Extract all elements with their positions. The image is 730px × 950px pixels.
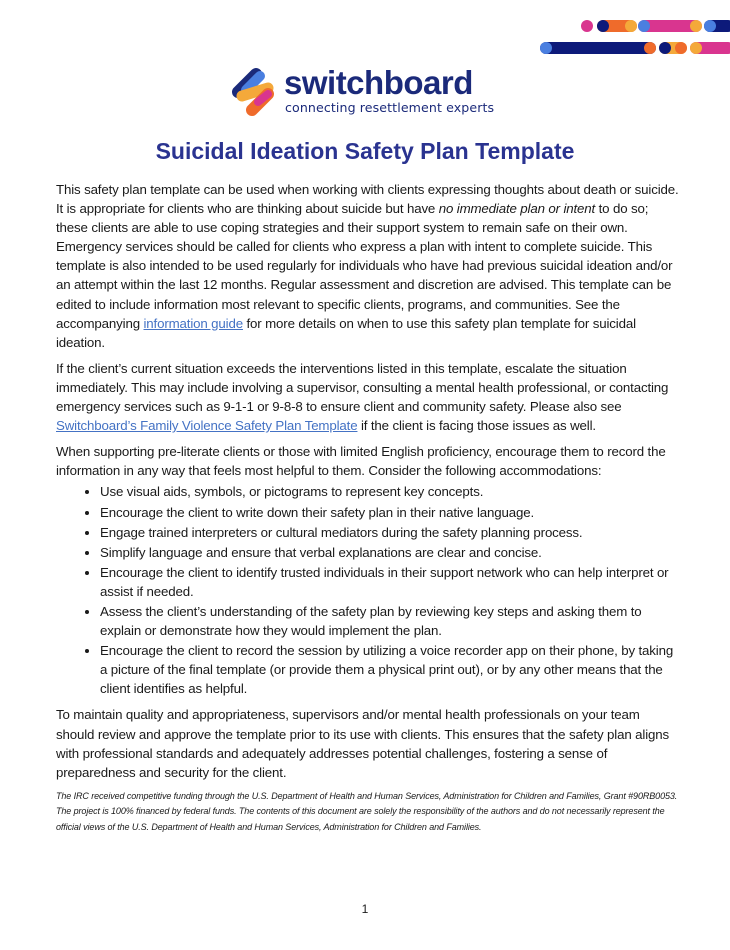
family-violence-template-link[interactable]: Switchboard’s Family Violence Safety Plan Template [56, 418, 358, 434]
accommodations-list [56, 482, 681, 698]
document-body [56, 180, 681, 835]
page-number: 1 [361, 902, 369, 916]
deco-dot [540, 42, 552, 54]
deco-dot [659, 42, 671, 54]
deco-dot [704, 20, 716, 32]
deco-dot [581, 20, 593, 32]
funding-disclaimer: The IRC received competitive funding through the U.S. Department of Health and Human Services, Administration for Children and Families, Grant #90RB0053. The project is 100% financed by federal funds. The contents of this document are solely the responsibility of the authors and do not necessarily represent the official views of the U.S. Department of Health and Human Services, Administration for Children and Families. [56, 790, 678, 832]
deco-dot [675, 42, 687, 54]
intro-paragraph [56, 180, 681, 352]
deco-dot [690, 42, 702, 54]
emphasis-text: no immediate plan or intent [438, 201, 596, 217]
text: if the client is facing those issues as well. [357, 418, 596, 434]
logo-wordmark: switchboard [284, 64, 473, 101]
deco-dot [644, 42, 656, 54]
list-item: • Simplify language and ensure that verbal explanations are clear and concise. [100, 543, 681, 562]
deco-pill [540, 42, 656, 54]
list-item: • Engage trained interpreters or cultural mediators during the safety planning process. [100, 523, 681, 542]
review-paragraph: To maintain quality and appropriateness, supervisors and/or mental health professionals on your team should review and approve the template prior to its use with clients. This ensures that the safety plan aligns with professional standards and adequately addresses potential challenges, fostering a sense of preparedness and security for the client. [56, 707, 669, 780]
list-item: • Encourage the client to record the session by utilizing a voice recorder app on their phone, by taking a picture of the final template (or provide them a physical print out), or by any other means that the client identifies as helpful. [100, 641, 681, 698]
page-title: Suicidal Ideation Safety Plan Template [155, 138, 575, 164]
text: for more details on when to use this safety plan template for suicidal ideation. [56, 315, 636, 350]
switchboard-logo [228, 64, 495, 122]
list-item: • Use visual aids, symbols, or pictograms to represent key concepts. [100, 482, 681, 501]
accommodations-intro: When supporting pre-literate clients or those with limited English proficiency, encourage them to record the information in any way that feels most helpful to them. Consider the following accommodations: [56, 444, 666, 479]
deco-dot [625, 20, 637, 32]
logo-tagline: connecting resettlement experts [285, 100, 495, 115]
switchboard-logo-icon [228, 64, 280, 120]
list-item: • Assess the client’s understanding of the safety plan by reviewing key steps and asking them to explain or demonstrate how they would implement the plan. [100, 602, 681, 640]
decorative-dot-bars [0, 0, 730, 60]
deco-dot [597, 20, 609, 32]
deco-dot [690, 20, 702, 32]
text: This safety plan template can be used when working with clients expressing thoughts about death or suicide. It is appropriate for clients who are thinking about suicide but have [56, 182, 679, 217]
list-item: • Encourage the client to write down their safety plan in their native language. [100, 503, 681, 522]
information-guide-link[interactable]: information guide [143, 315, 243, 331]
text: to do so; these clients are able to use coping strategies and their support system to remain safe on their own. Emergency services should be called for clients who express a plan with intent to complete suicide. This template is also intended to be used regularly for individuals who have had previous suicidal ideation and/or an attempt within the last 12 months. Regular assessment and discretion are advised. This template can be edited to include information most relevant to specific clients, programs, and communities. See the accompanying [56, 201, 673, 331]
text: If the client’s current situation exceeds the interventions listed in this template, escalate the situation immediately. This may include involving a supervisor, consulting a mental health professional, or contacting emergency services such as 9-1-1 or 9-8-8 to ensure client and community safety. Please also see [56, 360, 669, 415]
list-item: • Encourage the client to identify trusted individuals in their support network who can help interpret or assist if needed. [100, 563, 681, 601]
deco-dot [638, 20, 650, 32]
escalation-paragraph [56, 359, 681, 435]
